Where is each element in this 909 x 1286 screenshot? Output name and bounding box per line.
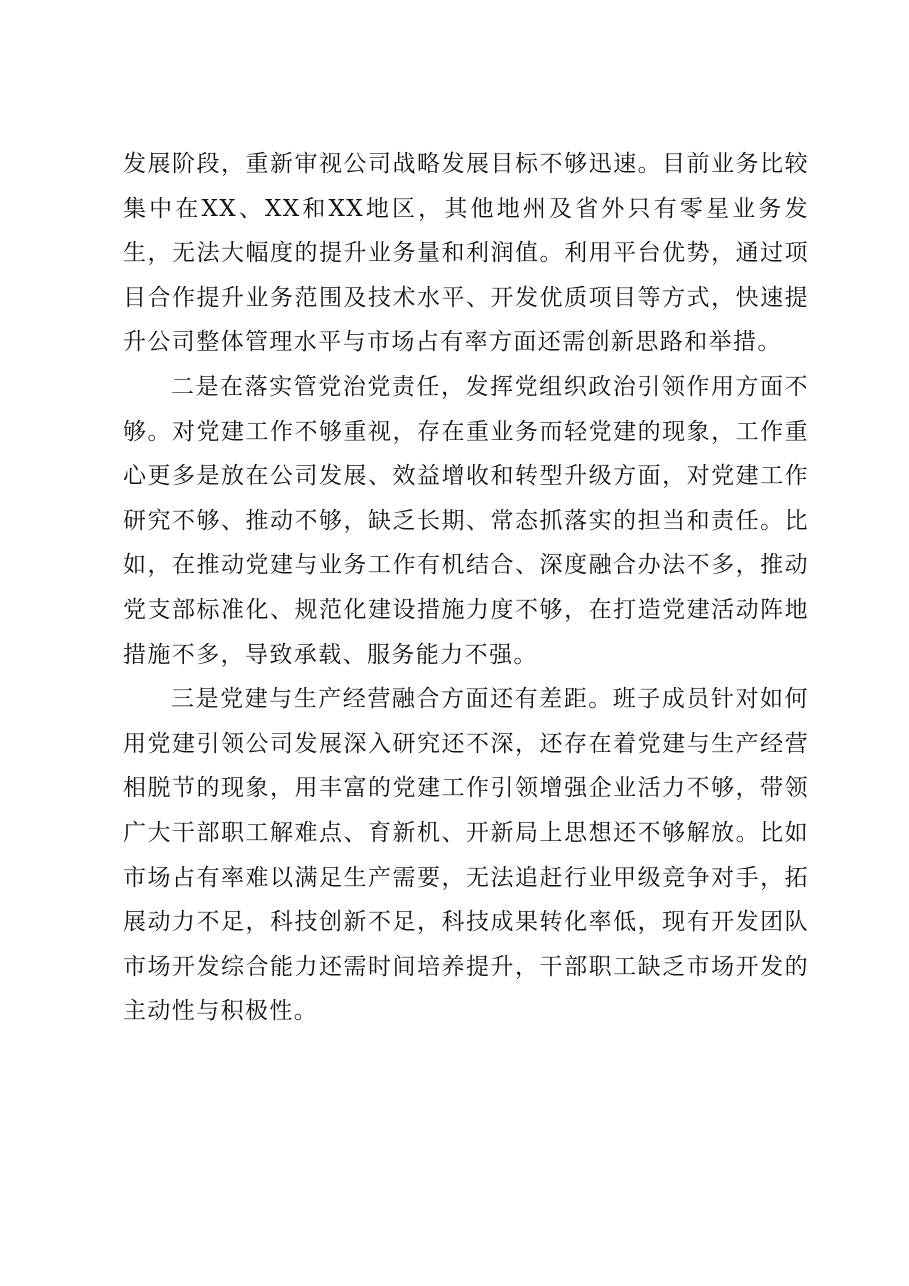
paragraph-point-three: 三是党建与生产经营融合方面还有差距。班子成员针对如何用党建引领公司发展深入研究还不深，还存在着党建与生产经营相脱节的现象，用丰富的党建工作引领增强企业活力不够，带领广大干部职工解难点、育新机、开新局上思想还不够解放。比如市场占有率难以满足生产需要，无法追赶行业甲级竞争对手，拓展动力不足，科技创新不足，科技成果转化率低，现有开发团队市场开发综合能力还需时间培养提升，干部职工缺乏市场开发的主动性与积极性。 <box>123 686 809 1025</box>
document-body <box>123 142 809 1034</box>
paragraph-continuation: 发展阶段，重新审视公司战略发展目标不够迅速。目前业务比较集中在XX、XX和XX地区，其他地州及省外只有零星业务发生，无法大幅度的提升业务量和利润值。利用平台优势，通过项目合作提升业务范围及技术水平、开发优质项目等方式，快速提升公司整体管理水平与市场占有率方面还需创新思路和举措。 <box>123 151 809 356</box>
paragraph-point-two: 二是在落实管党治党责任，发挥党组织政治引领作用方面不够。对党建工作不够重视，存在重业务而轻党建的现象，工作重心更多是放在公司发展、效益增收和转型升级方面，对党建工作研究不够、推动不够，缺乏长期、常态抓落实的担当和责任。比如，在推动党建与业务工作有机结合、深度融合办法不多，推动党支部标准化、规范化建设措施力度不够，在打造党建活动阵地措施不多，导致承载、服务能力不强。 <box>123 373 809 668</box>
